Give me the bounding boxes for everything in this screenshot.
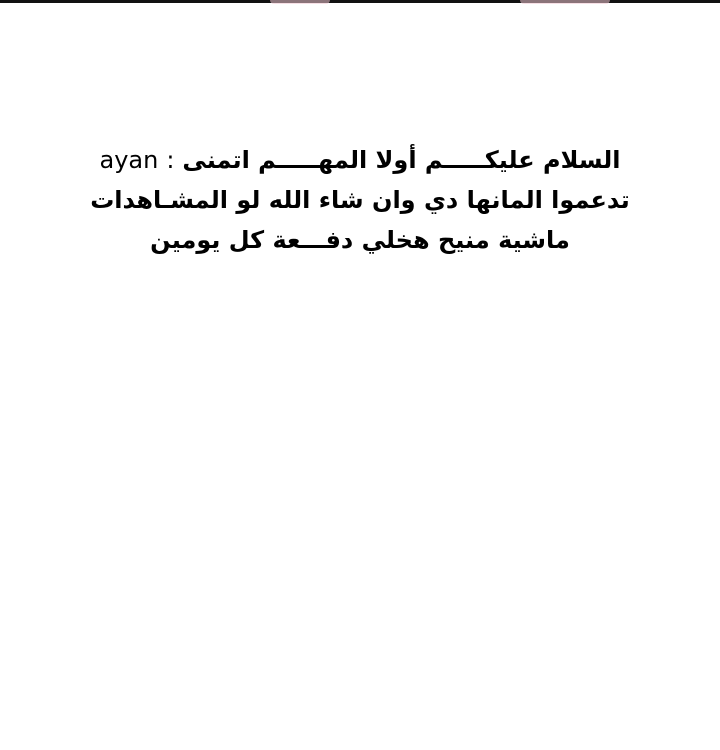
top-tint-right [520, 0, 610, 4]
note-line-1 [60, 140, 660, 180]
note-author: ayan [99, 146, 159, 174]
note-line-2: تدعموا المانها دي وان شاء الله لو المشـاهدات [90, 186, 630, 214]
note-text-1: السلام عليكـــــم أولا المهـــــم اتمنى [182, 146, 621, 174]
note-line-3: ماشية منيح هخلي دفـــعة كل يومين [150, 226, 570, 254]
note-separator: : [166, 146, 175, 174]
translator-note [60, 140, 660, 260]
top-tint-left [270, 0, 330, 4]
top-border [0, 0, 720, 3]
